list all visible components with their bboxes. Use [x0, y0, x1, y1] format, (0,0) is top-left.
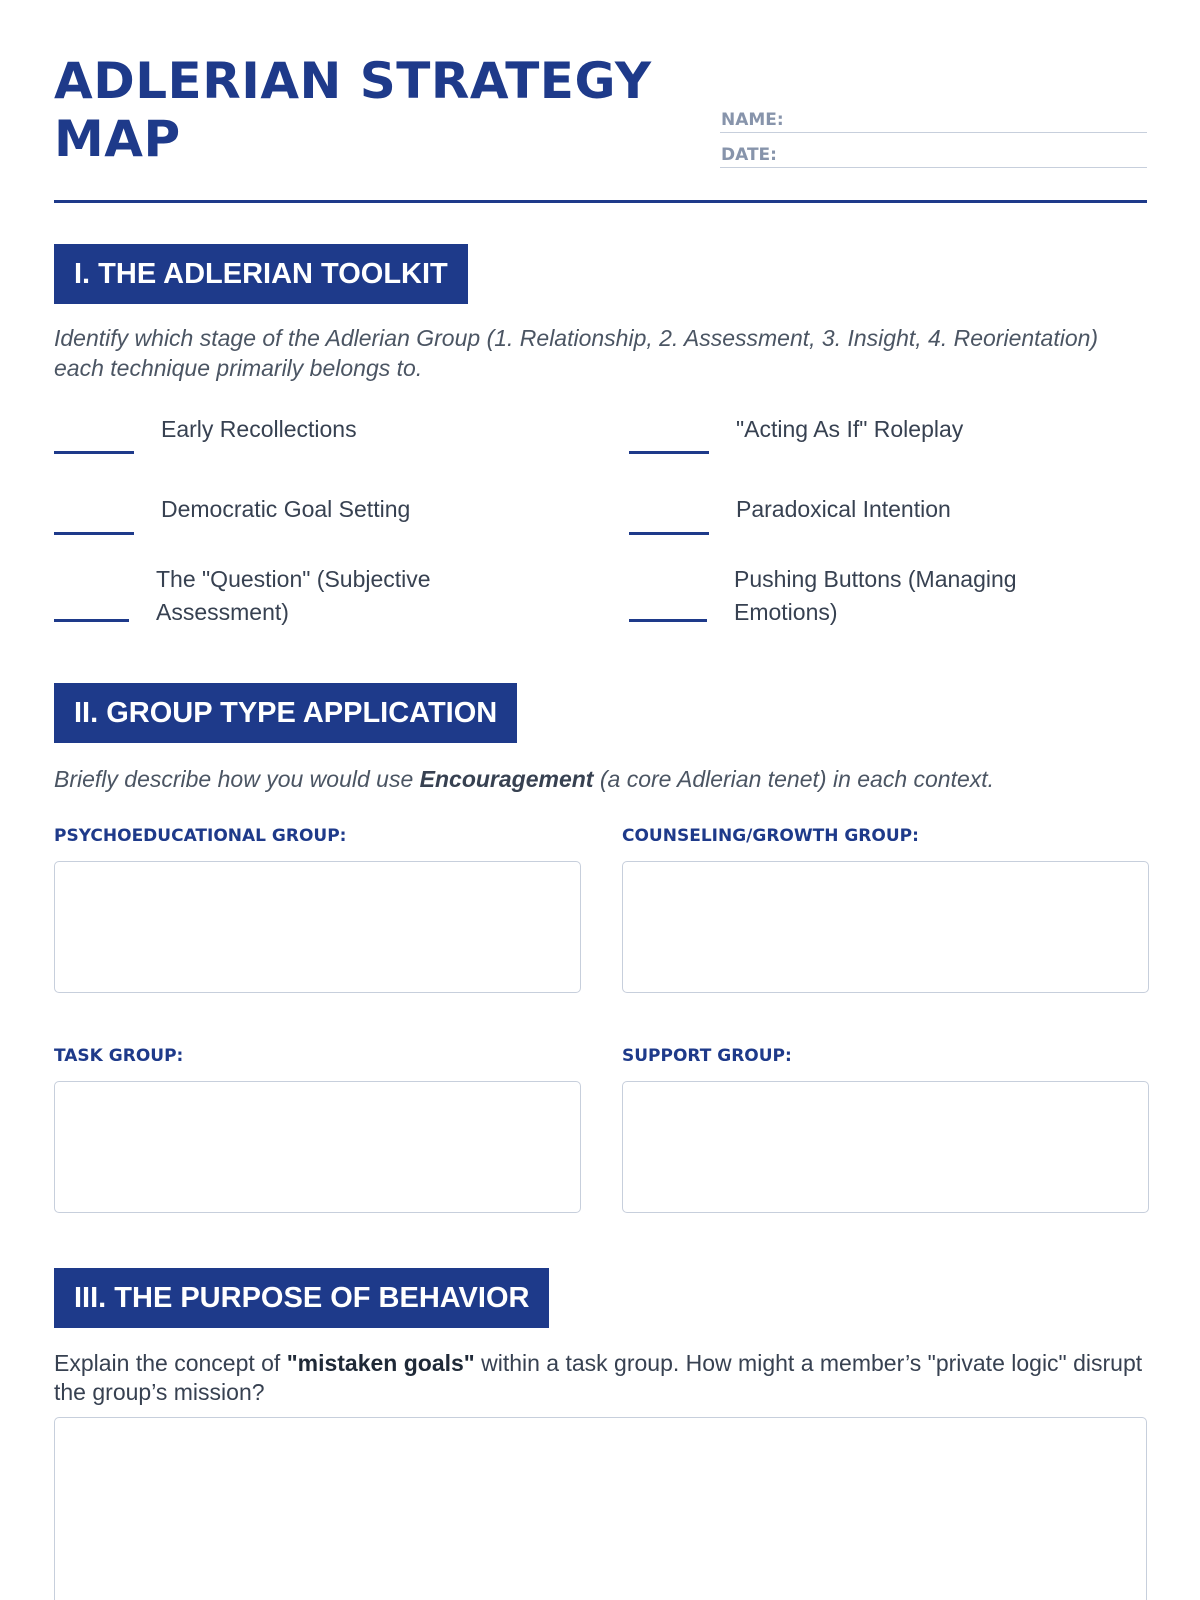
psychoeducational-label: PSYCHOEDUCATIONAL GROUP: [54, 826, 347, 846]
technique-label: Paradoxical Intention [736, 496, 951, 522]
counseling-growth-label: COUNSELING/GROWTH GROUP: [622, 826, 919, 846]
purpose-question [54, 1349, 1147, 1407]
question-text: within a task group. How might a member’s "private logic" disrupt the group’s mission? [54, 1350, 1143, 1405]
technique-label: Democratic Goal Setting [161, 496, 411, 522]
psychoeducational-answer-box[interactable] [54, 861, 581, 993]
date-field[interactable] [720, 146, 1147, 168]
group-type-instruction [54, 764, 1147, 794]
support-group-answer-box[interactable] [622, 1081, 1149, 1213]
stage-answer-blank[interactable] [629, 619, 707, 622]
stage-answer-blank[interactable] [54, 451, 134, 454]
task-group-answer-box[interactable] [54, 1081, 581, 1213]
technique-label: Pushing Buttons (Managing Emotions) [734, 566, 1017, 625]
stage-answer-blank[interactable] [629, 451, 709, 454]
instruction-text: Briefly describe how you would use [54, 766, 420, 792]
stage-answer-blank[interactable] [629, 532, 709, 535]
task-group-label: TASK GROUP: [54, 1046, 184, 1066]
section-heading-purpose: III. THE PURPOSE OF BEHAVIOR [54, 1268, 549, 1328]
stage-answer-blank[interactable] [54, 532, 134, 535]
name-label: NAME: [721, 110, 784, 130]
toolkit-instruction: Identify which stage of the Adlerian Group (1. Relationship, 2. Assessment, 3. Insight, 4. Reorientation) each technique primarily belongs to. [54, 325, 1099, 381]
instruction-text: (a core Adlerian tenet) in each context. [593, 766, 995, 792]
section-heading-toolkit: I. THE ADLERIAN TOOLKIT [54, 244, 468, 304]
header-divider [54, 200, 1147, 203]
purpose-answer-box[interactable] [54, 1417, 1147, 1600]
instruction-emphasis: Encouragement [419, 766, 594, 792]
section-heading-group-type: II. GROUP TYPE APPLICATION [54, 683, 517, 743]
question-text: Explain the concept of [54, 1350, 287, 1376]
technique-label: "Acting As If" Roleplay [736, 416, 964, 442]
technique-label: The "Question" (Subjective Assessment) [156, 566, 431, 625]
stage-answer-blank[interactable] [54, 619, 129, 622]
date-label: DATE: [721, 145, 777, 165]
name-field[interactable] [720, 111, 1147, 133]
technique-label: Early Recollections [161, 416, 357, 442]
support-group-label: SUPPORT GROUP: [622, 1046, 792, 1066]
page-title: ADLERIAN STRATEGY MAP [54, 52, 652, 168]
counseling-growth-answer-box[interactable] [622, 861, 1149, 993]
question-emphasis: "mistaken goals" [286, 1350, 475, 1376]
